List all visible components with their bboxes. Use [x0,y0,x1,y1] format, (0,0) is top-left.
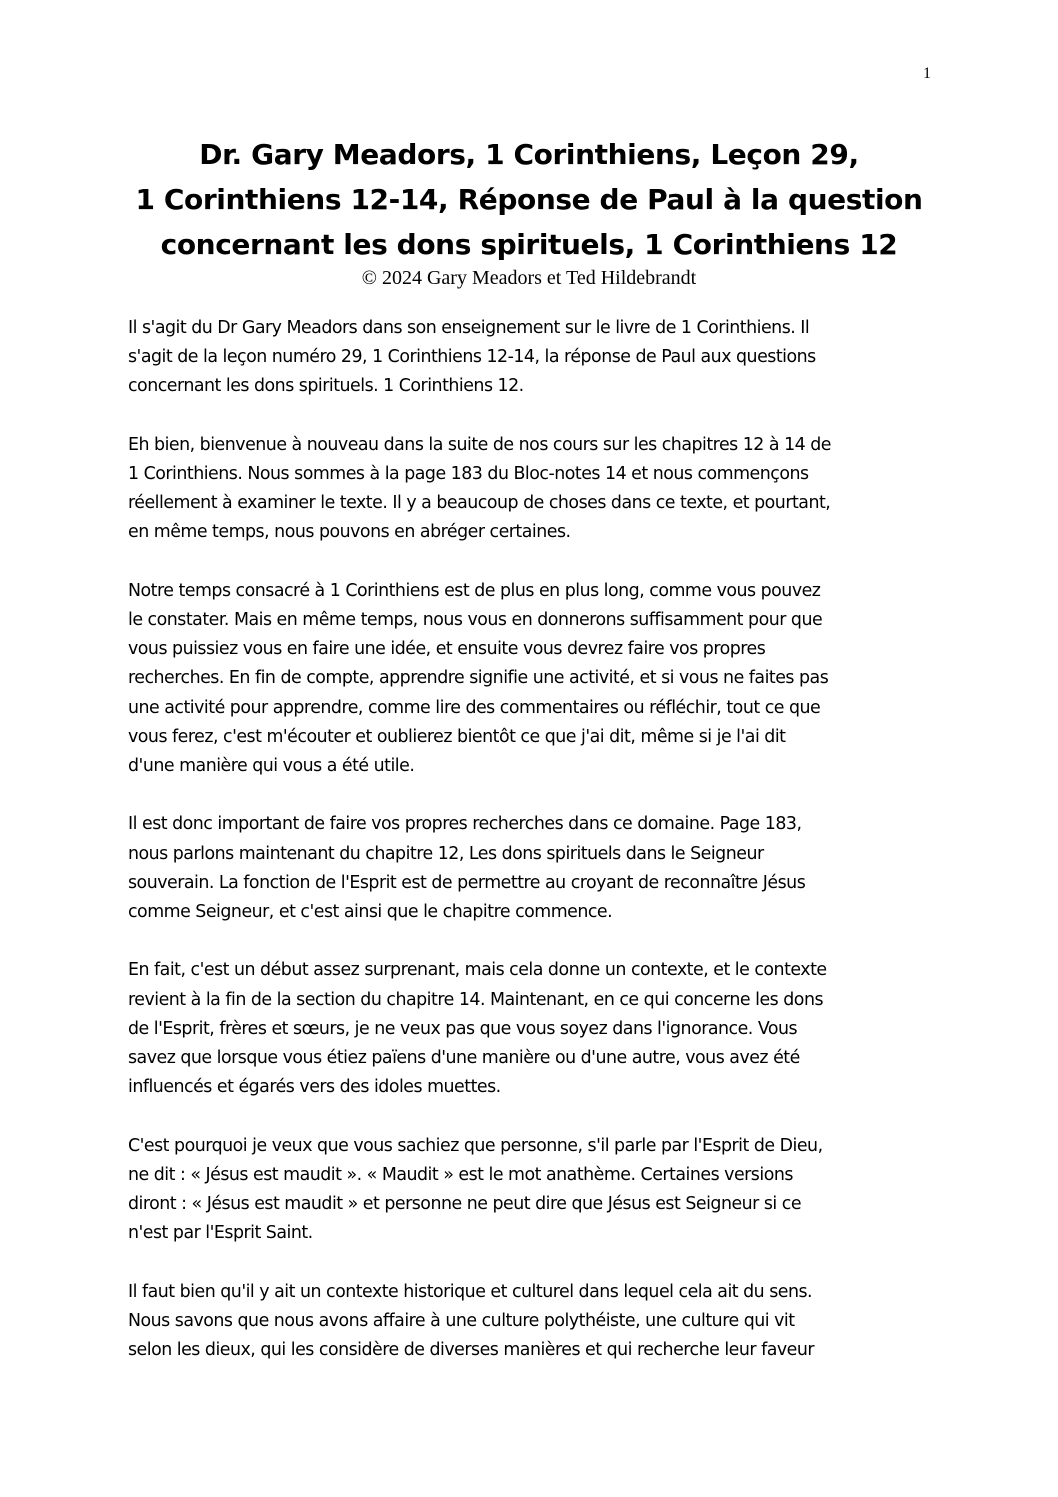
text-line: comme Seigneur, et c'est ainsi que le chapitre commence. [128,902,613,923]
paragraph [128,956,938,1102]
paragraph [128,1132,938,1249]
text-line: 1 Corinthiens. Nous sommes à la page 183 du Bloc-notes 14 et nous commençons [128,464,809,484]
text-line: Notre temps consacré à 1 Corinthiens est de plus en plus long, comme vous pouvez [128,580,821,601]
copyright-notice: © 2024 Gary Meadors et Ted Hildebrandt [361,267,697,289]
text-line: s'agit de la leçon numéro 29, 1 Corinthiens 12-14, la réponse de Paul aux questions [128,347,816,368]
text-line: réellement à examiner le texte. Il y a beaucoup de choses dans ce texte, et pourtant, [128,493,831,514]
text-line: n'est par l'Esprit Saint. [128,1223,313,1244]
paragraph [128,314,938,402]
text-line: souverain. La fonction de l'Esprit est de permettre au croyant de reconnaître Jésus [128,872,806,893]
text-line: Il s'agit du Dr Gary Meadors dans son enseignement sur le livre de 1 Corinthiens. Il [128,318,810,338]
text-line: Il faut bien qu'il y ait un contexte historique et culturel dans lequel cela ait du sens. [128,1281,813,1302]
text-line: influencés et égarés vers des idoles muettes. [128,1077,501,1098]
title-line: 1 Corinthiens 12-14, Réponse de Paul à la question [135,183,923,216]
paragraph [128,431,938,548]
text-line: En fait, c'est un début assez surprenant, mais cela donne un contexte, et le contexte [128,960,827,981]
text-line: Il est donc important de faire vos propres recherches dans ce domaine. Page 183, [128,814,802,835]
paragraph [128,577,938,781]
text-line: recherches. En fin de compte, apprendre signifie une activité, et si vous ne faites pas [128,668,829,689]
paragraph [128,810,938,927]
text-line: diront : « Jésus est maudit » et personne ne peut dire que Jésus est Seigneur si ce [128,1194,802,1215]
text-line: selon les dieux, qui les considère de diverses manières et qui recherche leur faveur [128,1340,815,1361]
text-line: Nous savons que nous avons affaire à une culture polythéiste, une culture qui vit [128,1310,795,1331]
title-line: Dr. Gary Meadors, 1 Corinthiens, Leçon 29, [199,138,859,171]
text-line: d'une manière qui vous a été utile. [128,756,415,777]
text-line: concernant les dons spirituels. 1 Corinthiens 12. [128,376,524,397]
text-line: une activité pour apprendre, comme lire des commentaires ou réfléchir, tout ce que [128,697,821,718]
text-line: C'est pourquoi je veux que vous sachiez que personne, s'il parle par l'Esprit de Dieu, [128,1135,823,1156]
paragraph [128,1278,938,1366]
text-line: ne dit : « Jésus est maudit ». « Maudit » est le mot anathème. Certaines versions [128,1164,793,1185]
document-body [128,314,938,1394]
title-block [100,132,958,290]
text-line: vous puissiez vous en faire une idée, et ensuite vous devrez faire vos propres [128,639,766,660]
text-line: Eh bien, bienvenue à nouveau dans la suite de nos cours sur les chapitres 12 à 14 de [128,434,831,455]
text-line: revient à la fin de la section du chapitre 14. Maintenant, en ce qui concerne les dons [128,989,824,1010]
text-line: nous parlons maintenant du chapitre 12, Les dons spirituels dans le Seigneur [128,843,764,864]
title-line: concernant les dons spirituels, 1 Corinthiens 12 [160,228,898,261]
page-number: 1 [923,65,931,82]
text-line: de l'Esprit, frères et sœurs, je ne veux pas que vous soyez dans l'ignorance. Vous [128,1018,798,1039]
text-line: savez que lorsque vous étiez païens d'une manière ou d'une autre, vous avez été [128,1048,800,1069]
text-line: vous ferez, c'est m'écouter et oublierez bientôt ce que j'ai dit, même si je l'ai dit [128,726,786,747]
text-line: le constater. Mais en même temps, nous vous en donnerons suffisamment pour que [128,610,823,630]
text-line: en même temps, nous pouvons en abréger certaines. [128,522,571,543]
